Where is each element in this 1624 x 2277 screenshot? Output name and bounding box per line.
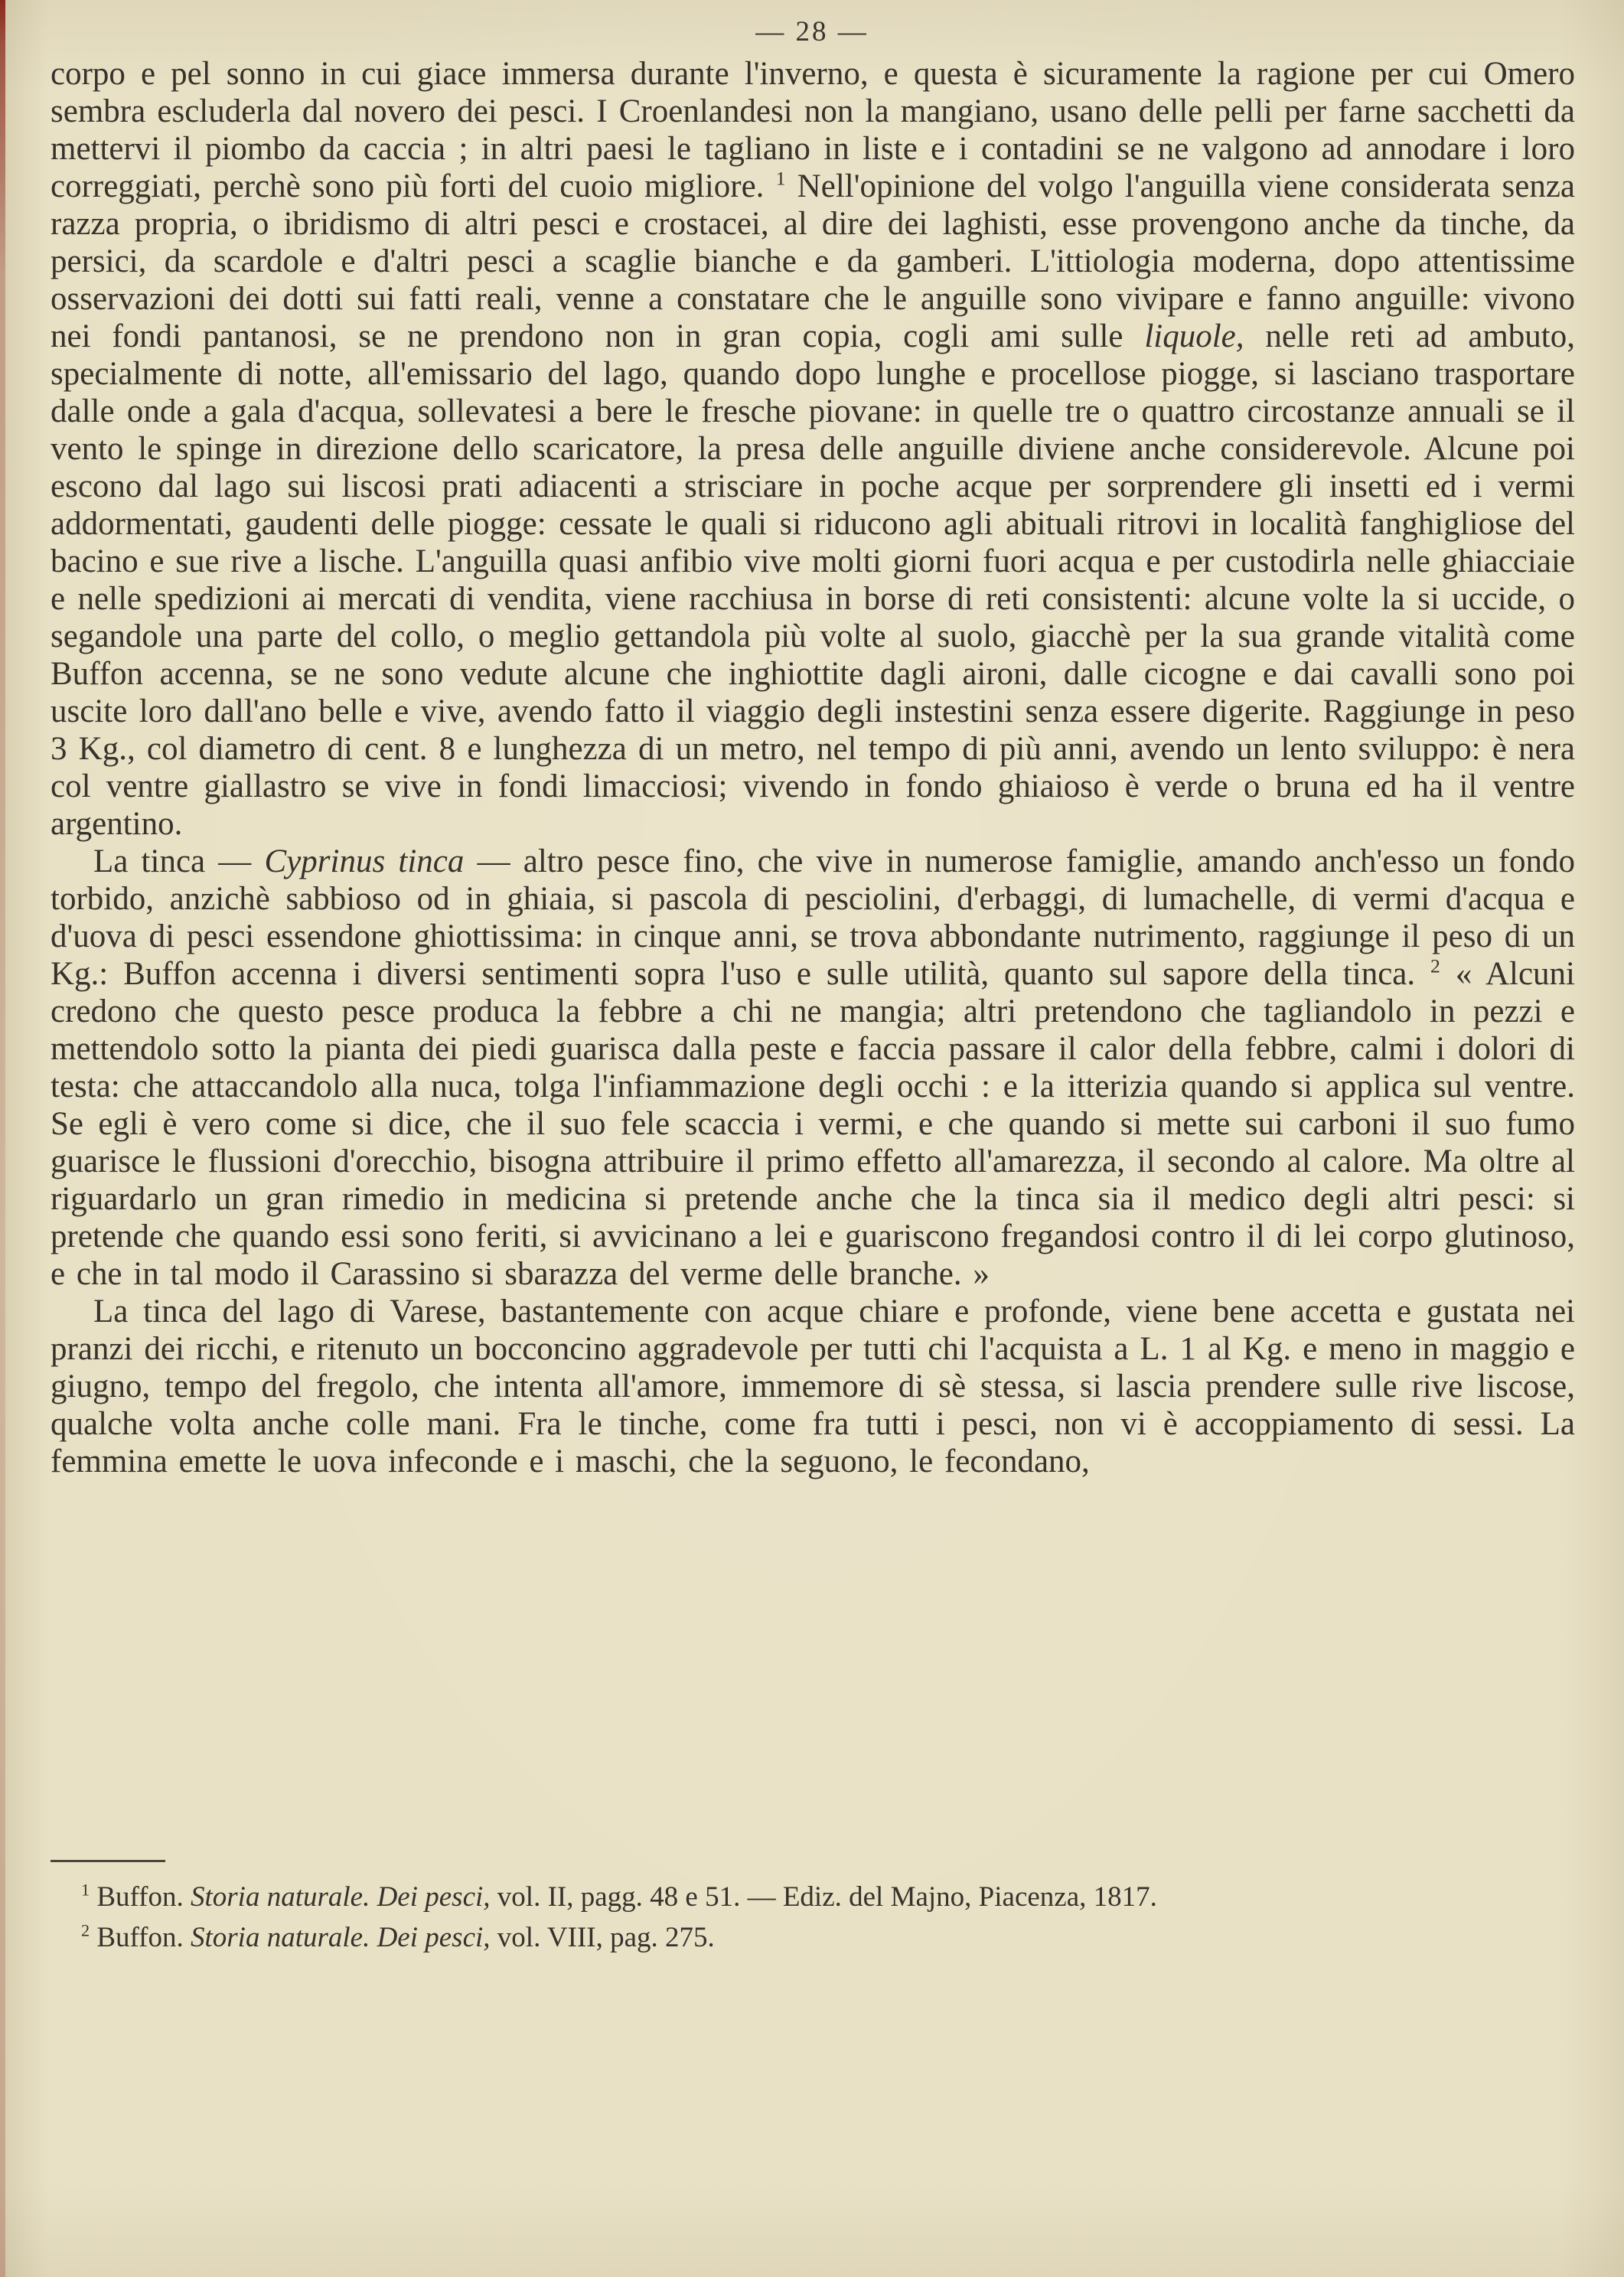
footnote-marker: 2 (81, 1920, 90, 1940)
paragraph (51, 1293, 1575, 1480)
footnote (51, 1917, 1575, 1958)
footnote-divider (51, 1860, 165, 1862)
text-segment: corpo e pel sonno in cui giace immersa durante l'inverno, e questa è sicuramente la ragione per cui Omero sembra escluderla dal novero dei pesci. I Croenlandesi non la mangiano, usano delle pelli per farne sacchetti da mettervi il piombo da caccia ; in altri paesi le tagliano in liste e i contadini se ne valgono ad annodare i loro correggiati, perchè sono più forti del cuoio migliore. (51, 56, 1575, 204)
footnote (51, 1877, 1575, 1917)
text-segment: Cyprinus tinca (264, 843, 465, 879)
page-number: — 28 — (755, 16, 869, 47)
text-segment: Storia naturale. Dei pesci, (191, 1922, 491, 1953)
text-segment: Buffon. (90, 1922, 191, 1953)
text-segment: Nell'opinione del volgo l'anguilla viene considerata senza razza propria, o ibridismo di altri pesci e crostacei, al dire dei laghisti, esse provengono anche da tinche, da persici, da scardole e d'altri pesci a scaglie bianche e da gamberi. L'ittiologia moderna, dopo attentissime osservazioni dei dotti sui fatti reali, venne a constatare che le anguille sono vivipare e fanno anguille: vivono nei fondi pantanosi, se ne prendono non in gran copia, cogli ami sulle (51, 168, 1576, 354)
page-edge-stripe (0, 0, 5, 2277)
text-segment: — altro pesce fino, che vive in numerose famiglie, amando anch'esso un fondo torbido, anzichè sabbioso od in ghiaia, si pascola di pesciolini, d'erbaggi, di lumachelle, di vermi d'acqua e d'uova di pesci essendone ghiottissima: in cinque anni, se trova abbondante nutrimento, raggiunge il peso di un Kg.: Buffon accenna i diversi sentimenti sopra l'uso e sulle utilità, quanto sul sapore della tinca. (51, 843, 1575, 992)
text-segment: vol. II, pagg. 48 e 51. — Ediz. del Majno, Piacenza, 1817. (490, 1881, 1157, 1913)
footnotes (51, 1877, 1575, 1958)
paragraph (51, 843, 1575, 1293)
body-paragraphs (51, 55, 1575, 1480)
text-segment: « Alcuni credono che questo pesce produca la febbre a chi ne mangia; altri pretendono che tagliandolo in pezzi e mettendolo sotto la pianta dei piedi guarisca dalla peste e faccia passare il calor della febbre, calmi i dolori di testa: che attaccandolo alla nuca, tolga l'infiammazione degli occhi : e la itterizia quando si applica sul ventre. Se egli è vero come si dice, che il suo fele scaccia i vermi, e che quando si mette sui carboni il suo fumo guarisce le flussioni d'orecchio, bisogna attribuire il primo effetto all'amarezza, il secondo al calore. Ma oltre al riguardarlo un gran rimedio in medicina si pretende anche che la tinca sia il medico degli altri pesci: si pretende che quando essi sono feriti, si avvicinano a lei e guariscono fregandosi contro il di lei corpo glutinoso, e che in tal modo il Carassino si sbarazza del verme delle branche. » (51, 956, 1575, 1292)
footnote-marker: 1 (775, 167, 786, 190)
footnote-marker: 2 (1430, 954, 1440, 977)
text-segment: nelle reti ad ambuto, specialmente di notte, all'emissario del lago, quando dopo lunghe e procellose piogge, si lasciano trasportare dalle onde a gala d'acqua, sollevatesi a bere le fresche piovane: in quelle tre o quattro circostanze annuali se il vento le spinge in direzione dello scaricatore, la presa delle anguille diviene anche considerevole. Alcune poi escono dal lago sui liscosi prati adiacenti a strisciare in poche acque per sorprendere gli insetti ed i vermi addormentati, gaudenti delle piogge: cessate le quali si riducono agli abituali ritrovi in località fanghigliose del bacino e sue rive a lische. L'anguilla quasi anfibio vive molti giorni fuori acqua e per custodirla nelle ghiacciaie e nelle spedizioni ai mercati di vendita, viene racchiusa in borse di reti consistenti: alcune volte la si uccide, o segandole una parte del collo, o meglio gettandola più volte al suolo, giacchè per la sua grande vitalità come Buffon accenna, se ne sono vedute alcune che inghiottite dagli aironi, dalle cicogne e dai cavalli sono poi uscite loro dall'ano belle e vive, avendo fatto il viaggio degli instestini senza essere digerite. Raggiunge in peso 3 Kg., col diametro di cent. 8 e lunghezza di un metro, nel tempo di più anni, avendo un lento sviluppo: è nera col ventre giallastro se vive in fondi limacciosi; vivendo in fondo ghiaioso è verde o bruna ed ha il ventre argentino. (51, 318, 1575, 842)
text-segment: vol. VIII, pag. 275. (490, 1922, 715, 1953)
footnote-marker: 1 (81, 1880, 90, 1900)
text-segment: Buffon. (90, 1881, 191, 1913)
text-segment: La tinca del lago di Varese, bastantemente con acque chiare e profonde, viene bene accetta e gustata nei pranzi dei ricchi, e ritenuto un bocconcino aggradevole per tutti chi l'acquista a L. 1 al Kg. e meno in maggio e giugno, tempo del fregolo, che intenta all'amore, immemore di sè stessa, si lascia prendere sulle rive liscose, qualche volta anche colle mani. Fra le tinche, come fra tutti i pesci, non vi è accoppiamento di sessi. La femmina emette le uova infeconde e i maschi, che la seguono, le fecondano, (51, 1293, 1575, 1479)
text-segment: La tinca — (93, 843, 265, 879)
paragraph (51, 55, 1575, 843)
text-segment: Storia naturale. Dei pesci, (191, 1881, 491, 1913)
text-segment: liquole, (1144, 318, 1244, 354)
